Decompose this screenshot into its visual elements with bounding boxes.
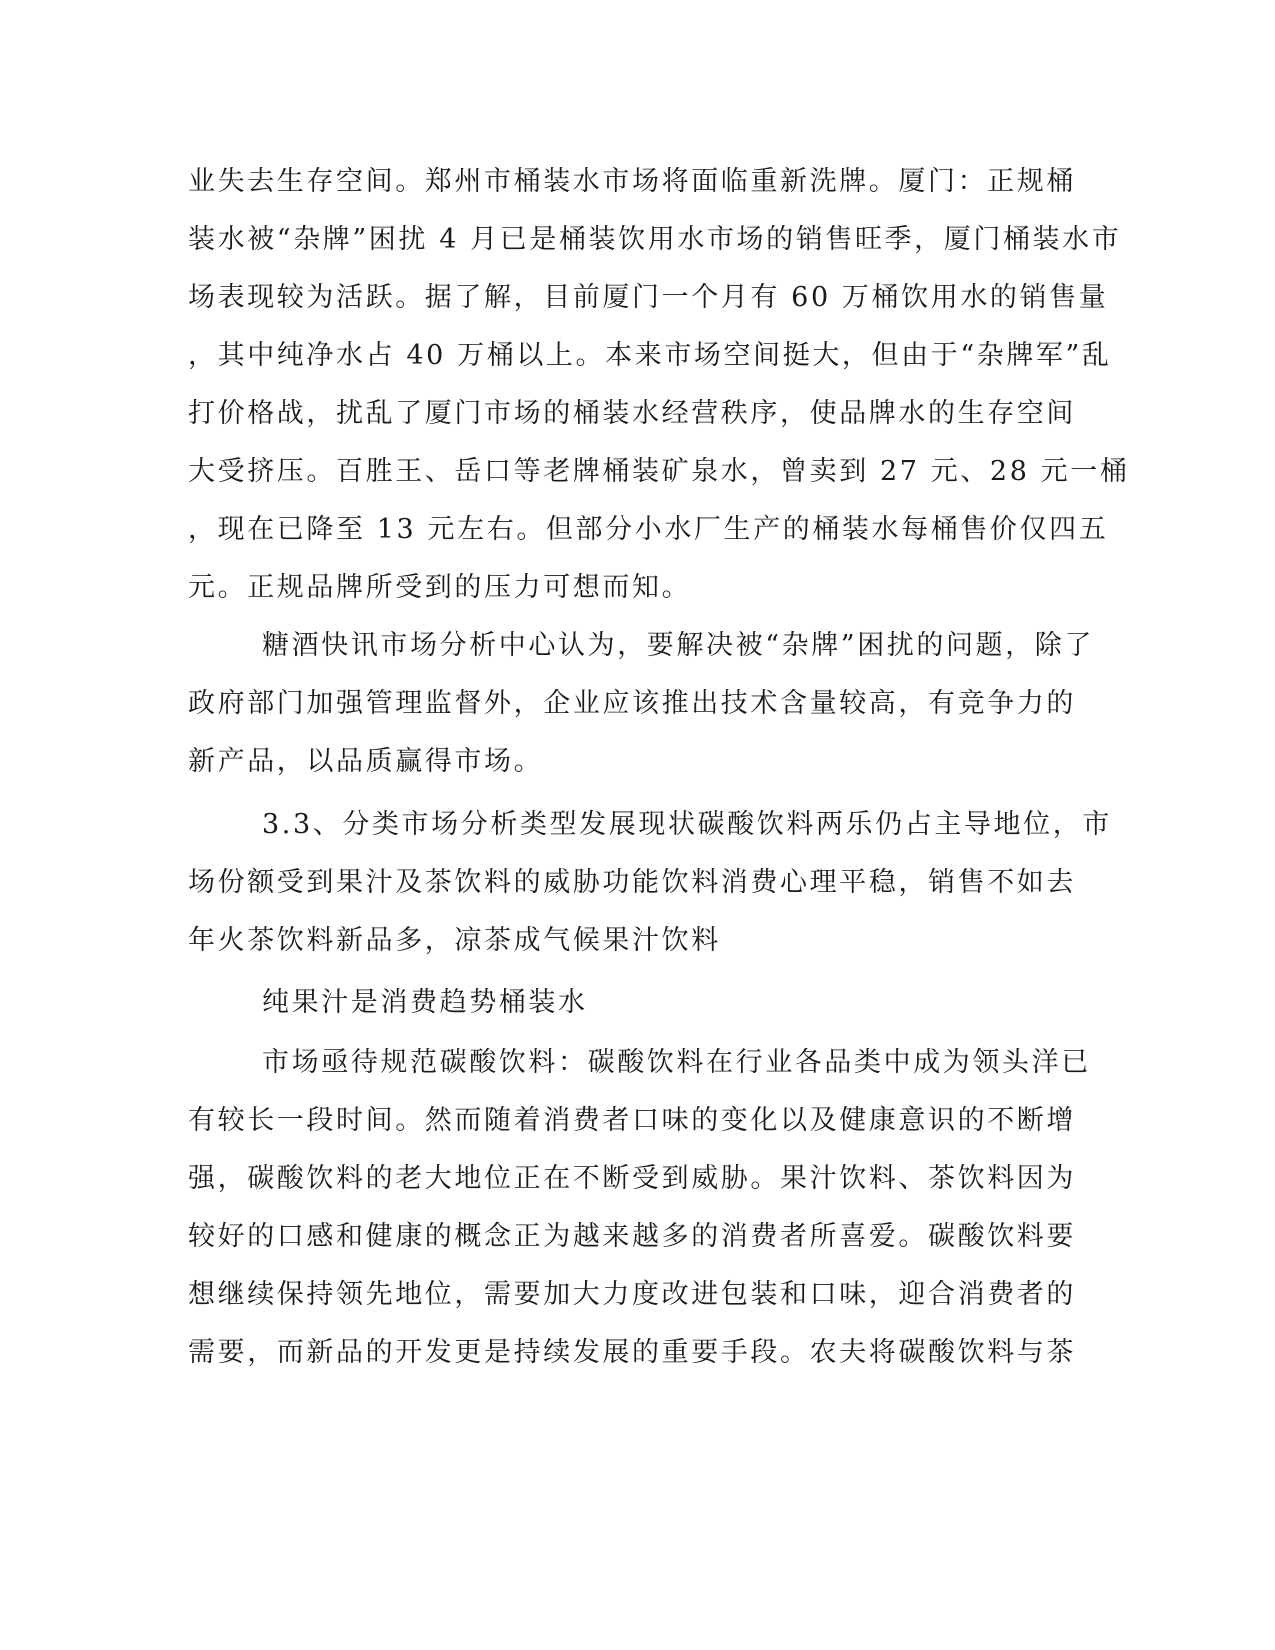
text-line-7: ，现在已降至 13 元左右。但部分小水厂生产的桶装水每桶售价仅四五 [188,514,1109,545]
text-line-21: 需要，而新品的开发更是持续发展的重要手段。农夫将碳酸饮料与茶 [188,1337,1076,1368]
paragraph-start-line: 纯果汁是消费趋势桶装水 [262,987,588,1018]
text-line-6: 大受挤压。百胜王、岳口等老牌桶装矿泉水，曾卖到 27 元、28 元一桶 [188,456,1130,487]
text-line-4: ，其中纯净水占 40 万桶以上。本来市场空间挺大，但由于“杂牌军”乱 [188,340,1112,371]
section-heading-line: 3.3、分类市场分析类型发展现状碳酸饮料两乐仍占主导地位，市 [262,809,1112,840]
text-line-8: 元。正规品牌所受到的压力可想而知。 [188,572,692,603]
text-line-10: 政府部门加强管理监督外，企业应该推出技术含量较高，有竞争力的 [188,688,1076,719]
text-line-5: 打价格战，扰乱了厦门市场的桶装水经营秩序，使品牌水的生存空间 [188,398,1076,429]
text-line-13: 场份额受到果汁及茶饮料的威胁功能饮料消费心理平稳，销售不如去 [188,867,1076,898]
text-line-17: 有较长一段时间。然而随着消费者口味的变化以及健康意识的不断增 [188,1105,1076,1136]
text-line-1: 业失去生存空间。郑州市桶装水市场将面临重新洗牌。厦门：正规桶 [188,166,1076,197]
text-line-20: 想继续保持领先地位，需要加大力度改进包装和口味，迎合消费者的 [188,1279,1076,1310]
paragraph-start-line: 糖酒快讯市场分析中心认为，要解决被“杂牌”困扰的问题，除了 [262,630,1095,661]
text-line-3: 场表现较为活跃。据了解，目前厦门一个月有 60 万桶饮用水的销售量 [188,282,1109,313]
paragraph-start-line: 市场亟待规范碳酸饮料：碳酸饮料在行业各品类中成为领头洋已 [262,1047,1091,1078]
text-line-11: 新产品，以品质赢得市场。 [188,746,544,777]
text-line-2: 装水被“杂牌”困扰 4 月已是桶装饮用水市场的销售旺季，厦门桶装水市 [188,224,1122,255]
text-line-19: 较好的口感和健康的概念正为越来越多的消费者所喜爱。碳酸饮料要 [188,1221,1076,1252]
text-line-18: 强，碳酸饮料的老大地位正在不断受到威胁。果汁饮料、茶饮料因为 [188,1163,1076,1194]
text-line-14: 年火茶饮料新品多，凉茶成气候果汁饮料 [188,925,721,956]
